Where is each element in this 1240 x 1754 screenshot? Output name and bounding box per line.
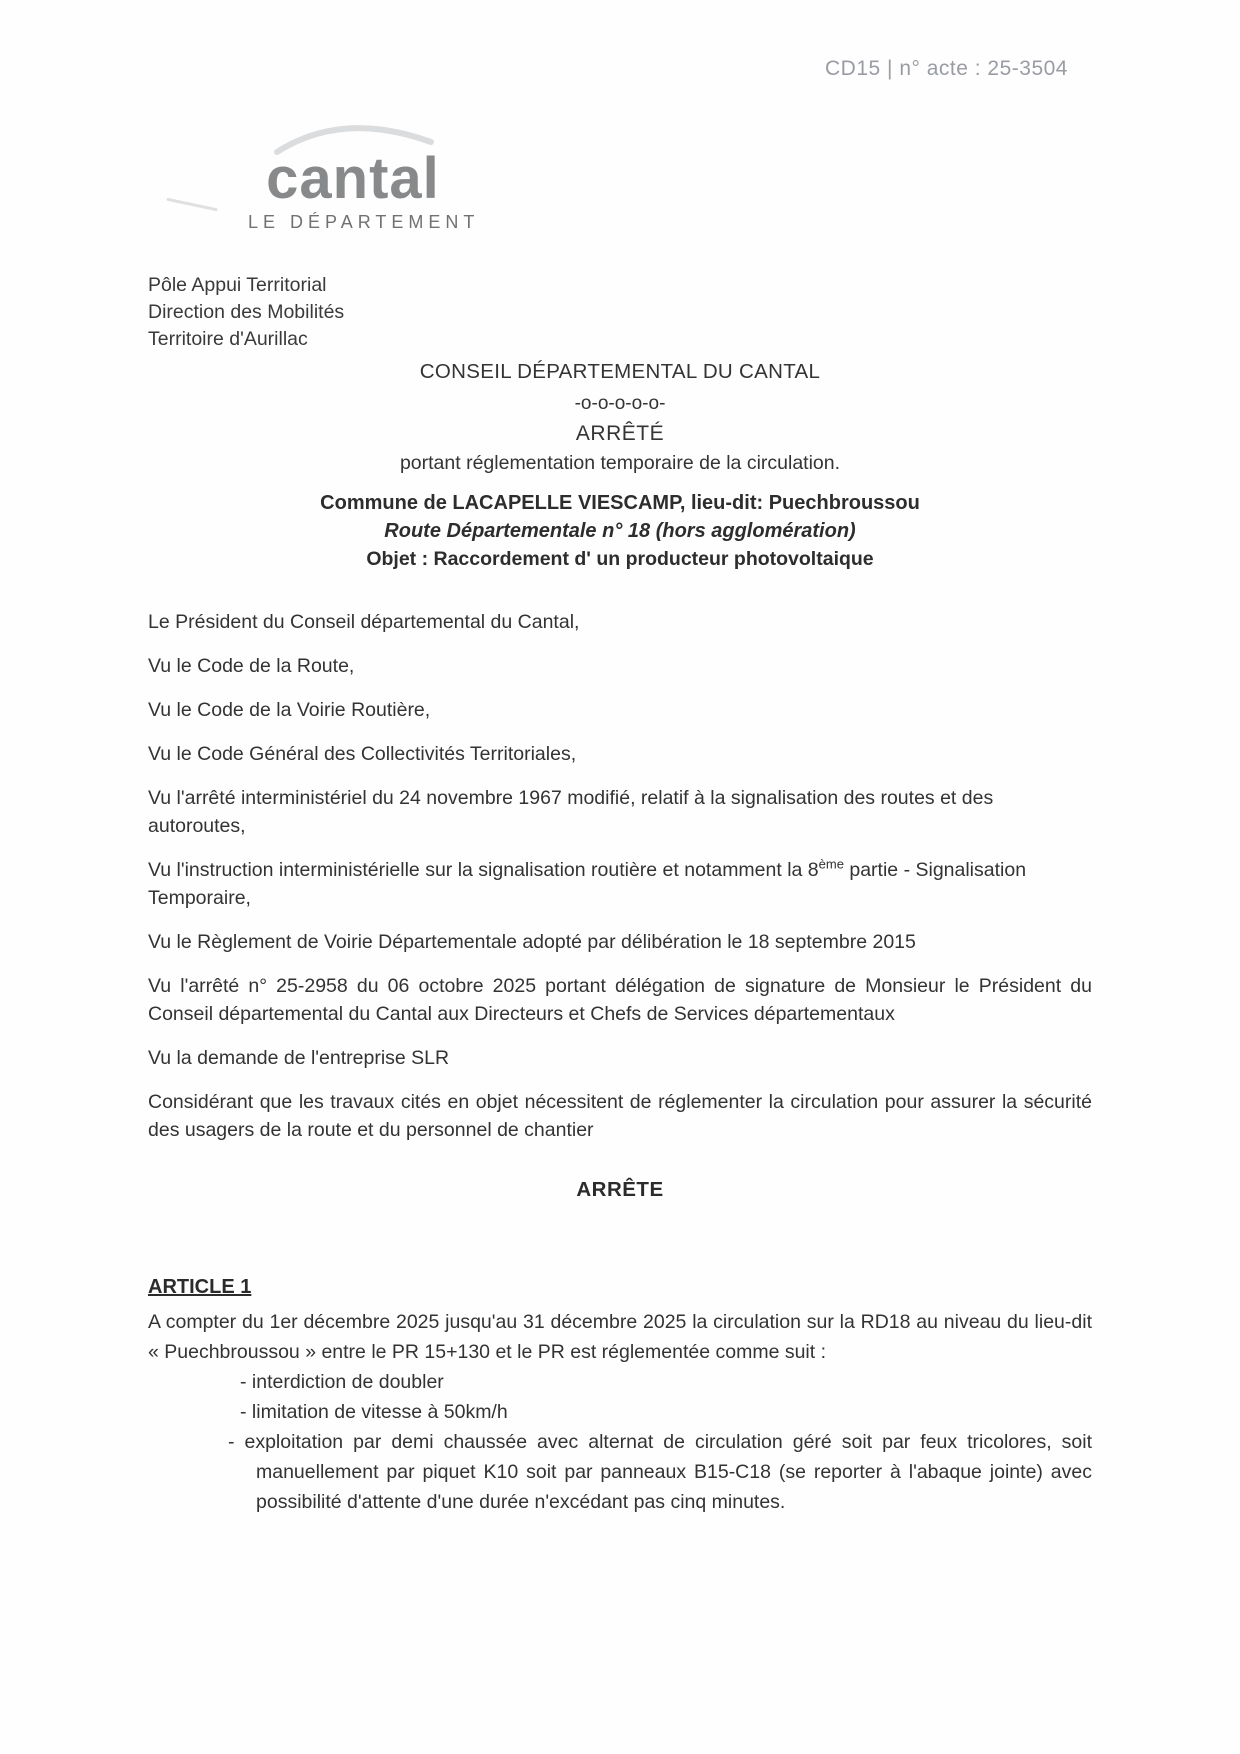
preamble-paragraph: Vu l'arrêté interministériel du 24 novembre 1967 modifié, relatif à la signalisation des routes et des autoroutes, (148, 787, 994, 837)
ornament-separator: -o-o-o-o-o- (574, 393, 666, 414)
decision-heading: ARRÊTE (576, 1178, 664, 1201)
preamble-paragraph: Vu l'arrêté n° 25-2958 du 06 octobre 2025 portant délégation de signature de Monsieur le Président du Conseil départemental du Cantal aux Directeurs et Chefs de Services départementaux (148, 975, 1092, 1025)
commune-line: Commune de LACAPELLE VIESCAMP, lieu-dit: Puechbroussou (320, 492, 920, 514)
document-type-title: ARRÊTÉ (575, 422, 665, 445)
preamble-paragraph: Considérant que les travaux cités en objet nécessitent de réglementer la circulation pour assurer la sécurité des usagers de la route et du personnel de chantier (148, 1091, 1092, 1141)
article-1-intro: A compter du 1er décembre 2025 jusqu'au 31 décembre 2025 la circulation sur la RD18 au niveau du lieu-dit « Puechbroussou » entre le PR 15+130 et le PR est réglementée comme suit : (148, 1311, 1092, 1363)
sender-line: Territoire d'Aurillac (148, 328, 308, 350)
superscript-eme: ème (818, 856, 844, 872)
preamble-paragraph: Vu le Code Général des Collectivités Territoriales, (148, 743, 577, 765)
sender-line: Direction des Mobilités (148, 301, 345, 323)
article-1-items (148, 1367, 1092, 1517)
logo-wordmark: cantal (266, 146, 440, 211)
subject-block (0, 492, 1240, 571)
preamble-paragraph: Le Président du Conseil départemental du Cantal, (148, 611, 580, 633)
sender-line: Pôle Appui Territorial (148, 274, 327, 296)
article-item: - interdiction de doubler (240, 1371, 444, 1393)
article-item: - exploitation par demi chaussée avec alternat de circulation géré soit par feux tricolores, soit manuellement par piquet K10 soit par panneaux B15-C18 (se reporter à l'abaque jointe) avec possibilité d'attente d'une durée n'excédant pas cinq minutes. (228, 1431, 1092, 1513)
article-1-section (148, 1272, 1092, 1517)
document-subtitle: portant réglementation temporaire de la circulation. (399, 452, 841, 474)
preamble-section (148, 608, 1092, 1160)
cantal-departement-logo (248, 108, 480, 233)
article-item: - limitation de vitesse à 50km/h (240, 1401, 508, 1423)
authority-title: CONSEIL DÉPARTEMENTAL DU CANTAL (419, 360, 821, 383)
object-line: Objet : Raccordement d' un producteur photovoltaique (366, 548, 874, 570)
logo-tagline: LE DÉPARTEMENT (248, 212, 480, 232)
preamble-paragraph: Vu l'instruction interministérielle sur la signalisation routière et notamment la 8ème partie - Signalisation Temporaire, (148, 856, 1027, 909)
preamble-paragraph: Vu la demande de l'entreprise SLR (148, 1047, 450, 1069)
preamble-paragraph: Vu le Règlement de Voirie Départementale adopté par délibération le 18 septembre 2015 (148, 931, 916, 953)
preamble-paragraph: Vu le Code de la Route, (148, 655, 355, 677)
logo-arc-icon (263, 108, 443, 156)
article-1-heading: ARTICLE 1 (148, 1276, 252, 1298)
preamble-paragraph: Vu le Code de la Voirie Routière, (148, 699, 431, 721)
document-reference: CD15 | n° acte : 25-3504 (825, 57, 1068, 80)
scan-artifact-mark (166, 198, 217, 212)
sender-block (148, 272, 344, 353)
title-block (0, 360, 1240, 475)
road-line: Route Départementale n° 18 (hors agglomération) (384, 520, 856, 542)
